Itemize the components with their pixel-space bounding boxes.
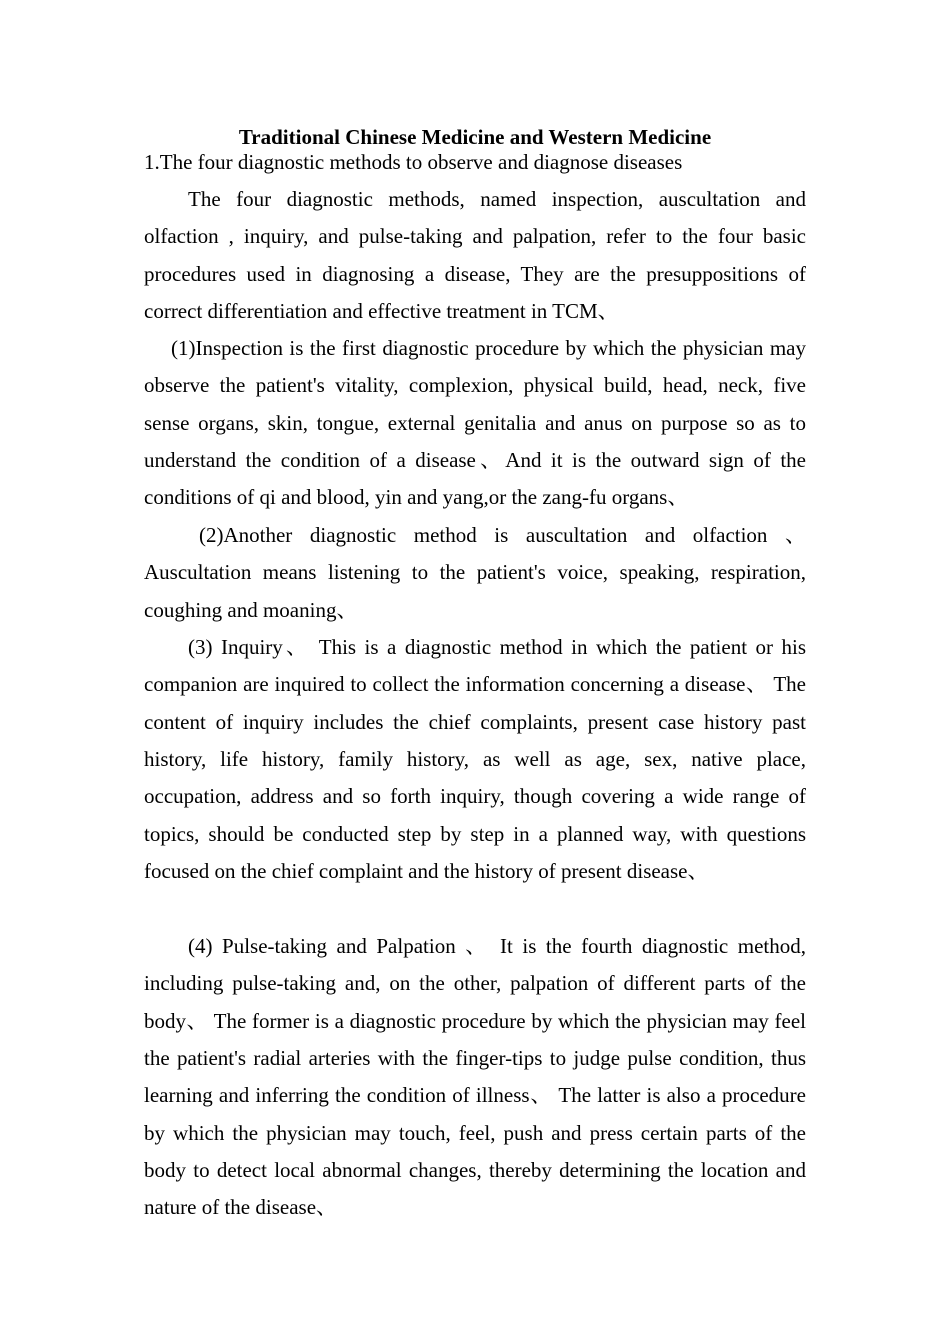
paragraph-inspection: (1)Inspection is the first diagnostic procedure by which the physician may observe the patient's vitality, complexion, physical build, head, neck, five sense organs, skin, tongue, external genitalia and anus on purpose so as to understand the condition of a disease、And it is the outward sign of the conditions of qi and blood, yin and yang,or the zang-fu organs、 (144, 336, 806, 510)
document-title: Traditional Chinese Medicine and Western Medicine (238, 125, 712, 149)
paragraph-pulse-palpation: (4) Pulse-taking and Palpation 、 It is the fourth diagnostic method, including pulse-taking and, on the other, palpation of different parts of the body、 The former is a diagnostic procedure by which the physician may feel the patient's radial arteries with the finger-tips to judge pulse condition, thus learning and inferring the condition of illness、 The latter is also a procedure by which the physician may touch, feel, push and press certain parts of the body to detect local abnormal changes, thereby determining the location and nature of the disease、 (144, 934, 806, 1220)
paragraph-overview: The four diagnostic methods, named inspection, auscultation and olfaction , inquiry, and pulse-taking and palpation, refer to the four basic procedures used in diagnosing a disease, They are the presuppositions of correct differentiation and effective treatment in TCM、 (144, 187, 806, 324)
paragraph-inquiry: (3) Inquiry、 This is a diagnostic method in which the patient or his companion are inquired to collect the information concerning a disease、 The content of inquiry includes the chief complaints, present case history past history, life history, family history, as well as age, sex, native place, occupation, address and so forth inquiry, though covering a wide range of topics, should be conducted step by step in a planned way, with questions focused on the chief complaint and the history of present disease、 (144, 635, 806, 884)
section-heading: 1.The four diagnostic methods to observe and diagnose diseases (144, 150, 683, 174)
paragraph-auscultation: (2)Another diagnostic method is auscultation and olfaction 、 Auscultation means listening to the patient's voice, speaking, respiration, coughing and moaning、 (144, 523, 806, 622)
